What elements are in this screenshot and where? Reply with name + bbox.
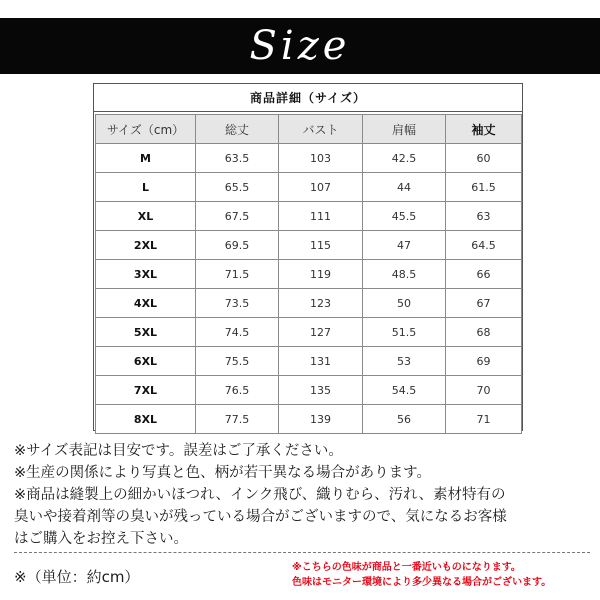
measurement-cell: 53 xyxy=(363,347,446,376)
measurement-cell: 47 xyxy=(363,231,446,260)
dashed-divider xyxy=(14,552,590,553)
note-line: ※生産の関係により写真と色、柄が若干異なる場合があります。 xyxy=(14,465,431,481)
measurement-cell: 77.5 xyxy=(196,405,279,434)
measurement-cell: 69 xyxy=(446,347,522,376)
table-header-row xyxy=(96,115,522,144)
size-label-cell: L xyxy=(96,173,196,202)
table-row xyxy=(96,173,522,202)
size-label-cell: 2XL xyxy=(96,231,196,260)
table-row xyxy=(96,202,522,231)
table-row xyxy=(96,289,522,318)
measurement-cell: 103 xyxy=(279,144,363,173)
measurement-cell: 76.5 xyxy=(196,376,279,405)
measurement-cell: 69.5 xyxy=(196,231,279,260)
measurement-cell: 60 xyxy=(446,144,522,173)
measurement-cell: 74.5 xyxy=(196,318,279,347)
banner-title: Size xyxy=(249,23,351,69)
measurement-cell: 65.5 xyxy=(196,173,279,202)
measurement-cell: 119 xyxy=(279,260,363,289)
size-label-cell: 3XL xyxy=(96,260,196,289)
measurement-cell: 63.5 xyxy=(196,144,279,173)
table-row xyxy=(96,231,522,260)
color-note-line: 色味はモニター環境により多少異なる場合がございます。 xyxy=(292,577,552,588)
measurement-cell: 67 xyxy=(446,289,522,318)
measurement-cell: 48.5 xyxy=(363,260,446,289)
measurement-cell: 44 xyxy=(363,173,446,202)
measurement-cell: 123 xyxy=(279,289,363,318)
measurement-cell: 135 xyxy=(279,376,363,405)
measurement-cell: 70 xyxy=(446,376,522,405)
measurement-cell: 127 xyxy=(279,318,363,347)
measurement-cell: 66 xyxy=(446,260,522,289)
note-line: 臭いや接着剤等の臭いが残っている場合がございますので、気になるお客様 xyxy=(14,509,507,525)
size-chart xyxy=(93,83,523,431)
measurement-cell: 71.5 xyxy=(196,260,279,289)
note-line: ※商品は縫製上の細かいほつれ、インク飛び、織りむら、汚れ、素材特有の xyxy=(14,487,506,503)
measurement-cell: 61.5 xyxy=(446,173,522,202)
measurement-cell: 45.5 xyxy=(363,202,446,231)
header-length: 総丈 xyxy=(196,115,279,144)
size-label-cell: 8XL xyxy=(96,405,196,434)
size-label-cell: M xyxy=(96,144,196,173)
measurement-cell: 50 xyxy=(363,289,446,318)
measurement-cell: 64.5 xyxy=(446,231,522,260)
header-size: サイズ（cm） xyxy=(96,115,196,144)
table-body xyxy=(96,144,522,434)
size-label-cell: 6XL xyxy=(96,347,196,376)
unit-note: ※（単位：約cm） xyxy=(14,568,140,586)
size-banner xyxy=(0,18,600,74)
note-line: ※サイズ表記は目安です。誤差はご了承ください。 xyxy=(14,443,343,459)
measurement-cell: 75.5 xyxy=(196,347,279,376)
size-label-cell: 5XL xyxy=(96,318,196,347)
measurement-cell: 131 xyxy=(279,347,363,376)
table-row xyxy=(96,318,522,347)
measurement-cell: 71 xyxy=(446,405,522,434)
measurement-cell: 115 xyxy=(279,231,363,260)
header-shoulder: 肩幅 xyxy=(363,115,446,144)
measurement-cell: 63 xyxy=(446,202,522,231)
size-label-cell: XL xyxy=(96,202,196,231)
table-row xyxy=(96,260,522,289)
table-title: 商品詳細（サイズ） xyxy=(94,84,522,112)
measurement-cell: 42.5 xyxy=(363,144,446,173)
measurement-cell: 73.5 xyxy=(196,289,279,318)
table-row xyxy=(96,144,522,173)
measurement-cell: 67.5 xyxy=(196,202,279,231)
measurement-cell: 111 xyxy=(279,202,363,231)
measurement-cell: 54.5 xyxy=(363,376,446,405)
measurement-cell: 68 xyxy=(446,318,522,347)
header-bust: バスト xyxy=(279,115,363,144)
size-table xyxy=(95,114,522,434)
table-row xyxy=(96,347,522,376)
note-line: はご購入をお控え下さい。 xyxy=(14,531,188,547)
measurement-cell: 107 xyxy=(279,173,363,202)
color-note xyxy=(292,560,592,590)
color-note-line: ※こちらの色味が商品と一番近いものになります。 xyxy=(292,562,521,573)
notes xyxy=(14,440,594,550)
table-row xyxy=(96,376,522,405)
measurement-cell: 56 xyxy=(363,405,446,434)
measurement-cell: 51.5 xyxy=(363,318,446,347)
measurement-cell: 139 xyxy=(279,405,363,434)
size-label-cell: 4XL xyxy=(96,289,196,318)
table-row xyxy=(96,405,522,434)
header-sleeve: 袖丈 xyxy=(446,115,522,144)
size-label-cell: 7XL xyxy=(96,376,196,405)
